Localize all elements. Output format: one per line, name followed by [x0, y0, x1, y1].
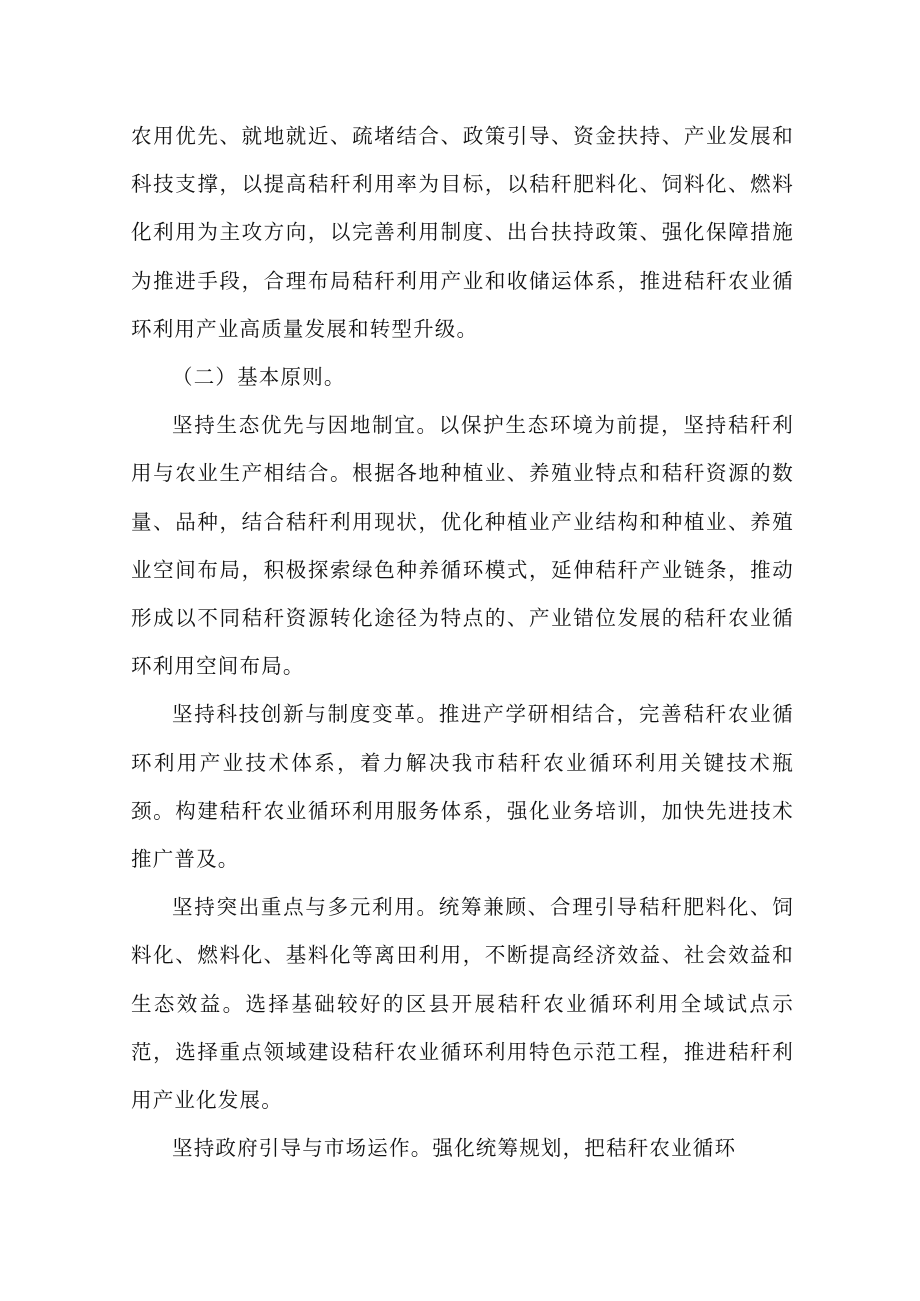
paragraph-guiding-ideology-continued: 农用优先、就地就近、疏堵结合、政策引导、资金扶持、产业发展和科技支撑，以提高秸秆利用率为目标，以秸秆肥料化、饲料化、燃料化利用为主攻方向，以完善利用制度、出台扶持政策、强化保障措施为推进手段，合理布局秸秆利用产业和收储运体系，推进秸秆农业循环利用产业高质量发展和转型升级。	[131, 124, 794, 341]
paragraph-principle-key-and-diverse-use: 坚持突出重点与多元利用。统筹兼顾、合理引导秸秆肥料化、饲料化、燃料化、基料化等离田利用，不断提高经济效益、社会效益和生态效益。选择基础较好的区县开展秸秆农业循环利用全域试点示范，选择重点领域建设秸秆农业循环利用特色示范工程，推进秸秆利用产业化发展。	[131, 895, 794, 1113]
section-heading-basic-principles: （二）基本原则。	[172, 365, 346, 390]
paragraph-principle-government-and-market: 坚持政府引导与市场运作。强化统筹规划，把秸秆农业循环	[172, 1136, 737, 1161]
paragraph-principle-ecology-first: 坚持生态优先与因地制宜。以保护生态环境为前提，坚持秸秆利用与农业生产相结合。根据各地种植业、养殖业特点和秸秆资源的数量、品种，结合秸秆利用现状，优化种植业产业结构和种植业、养殖业空间布局，积极探索绿色种养循环模式，延伸秸秆产业链条，推动形成以不同秸秆资源转化途径为特点的、产业错位发展的秸秆农业循环利用空间布局。	[131, 413, 794, 679]
paragraph-principle-tech-innovation: 坚持科技创新与制度变革。推进产学研相结合，完善秸秆农业循环利用产业技术体系，着力解决我市秸秆农业循环利用关键技术瓶颈。构建秸秆农业循环利用服务体系，强化业务培训，加快先进技术推广普及。	[131, 702, 794, 872]
document-body	[131, 112, 794, 1172]
